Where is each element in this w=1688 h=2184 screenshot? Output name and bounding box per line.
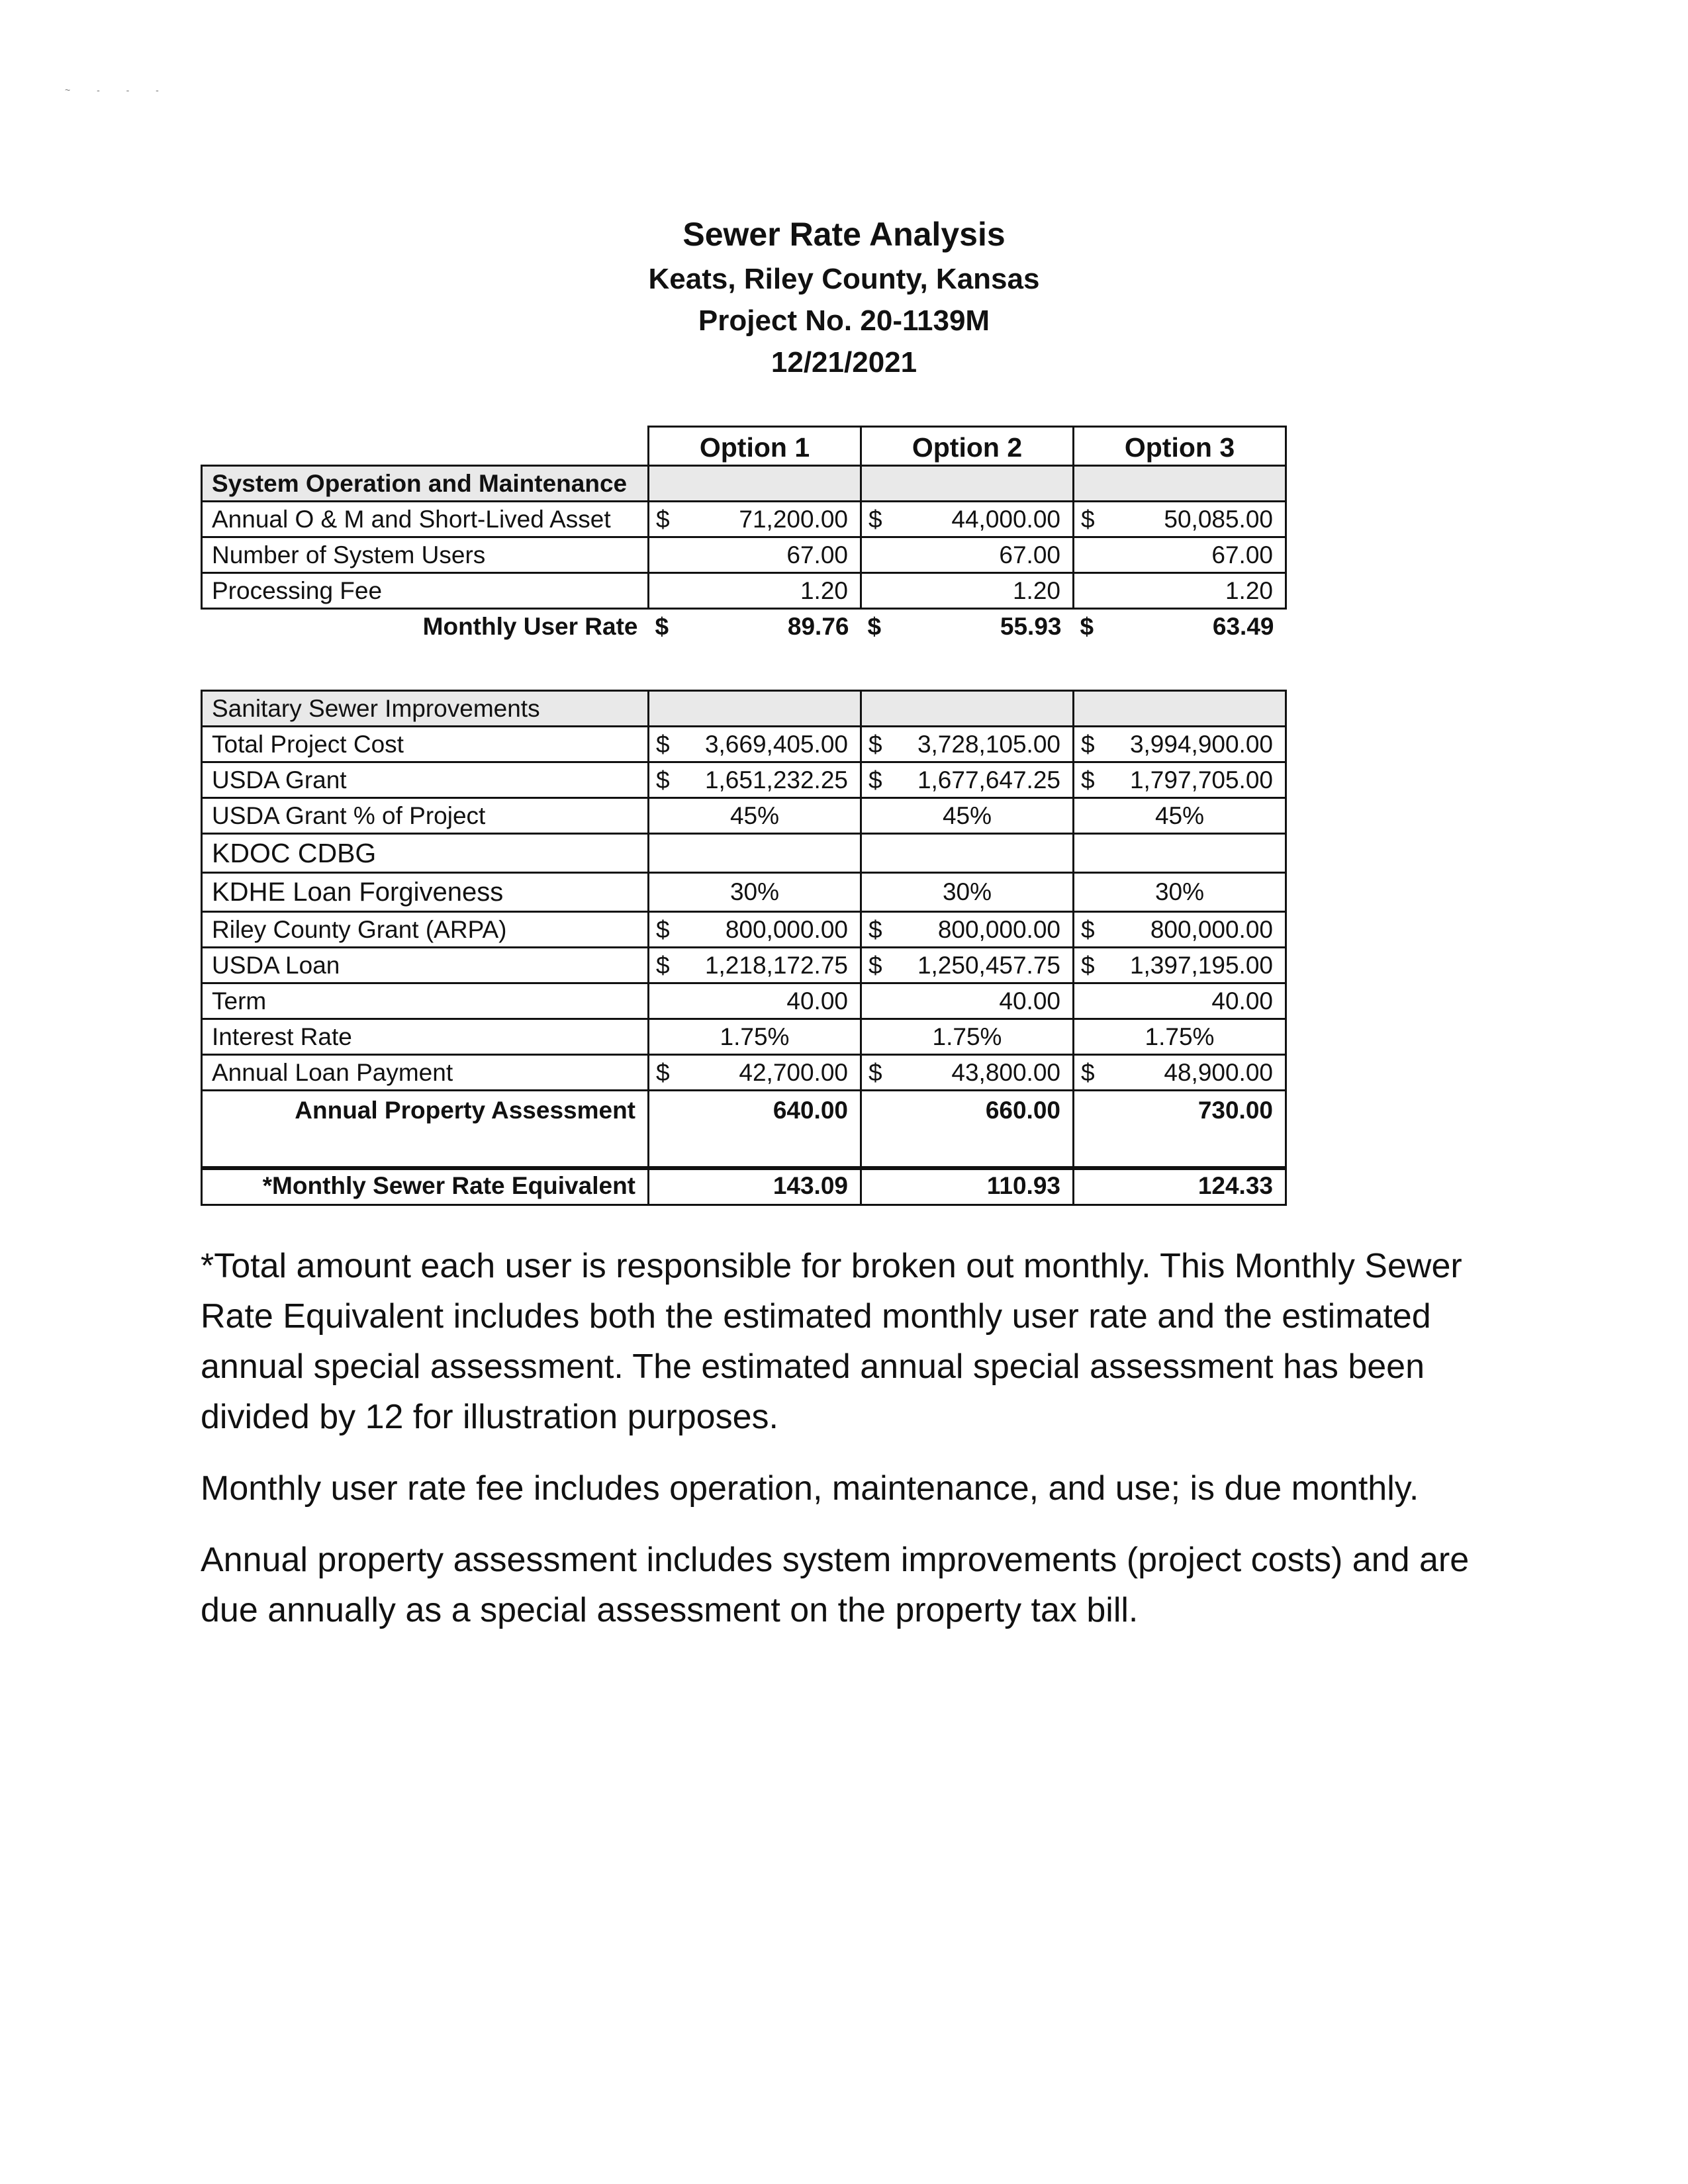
row-label: Processing Fee — [202, 573, 649, 609]
value-cell: 1.75% — [649, 1019, 861, 1055]
section-blank-cell — [1074, 466, 1286, 502]
annual-property-assessment-row — [202, 1091, 1286, 1169]
explanatory-notes — [201, 1241, 1498, 1657]
table-row — [202, 573, 1286, 609]
row-label: KDHE Loan Forgiveness — [202, 873, 649, 912]
monthly-user-rate-value — [649, 609, 861, 644]
value-cell — [649, 834, 861, 873]
currency-symbol: $ — [656, 951, 670, 979]
improvements-section-label: Sanitary Sewer Improvements — [202, 691, 649, 727]
value-cell — [1074, 727, 1286, 762]
value-amount: 55.93 — [1000, 612, 1062, 640]
value-cell — [649, 948, 861, 983]
option-2-header: Option 2 — [861, 427, 1074, 469]
section-blank-cell — [649, 691, 861, 727]
currency-symbol: $ — [868, 951, 882, 979]
operation-section-row — [202, 466, 1286, 502]
value-amount: 1,218,172.75 — [704, 951, 848, 979]
row-label: Total Project Cost — [202, 727, 649, 762]
value-amount: 800,000.00 — [1150, 915, 1273, 943]
value-amount: 800,000.00 — [725, 915, 848, 943]
section-blank-cell — [1074, 691, 1286, 727]
row-label: Riley County Grant (ARPA) — [202, 912, 649, 948]
table-row — [202, 912, 1286, 948]
value-amount: 3,728,105.00 — [917, 730, 1060, 758]
value-amount: 63.49 — [1212, 612, 1274, 640]
currency-symbol: $ — [868, 915, 882, 943]
currency-symbol: $ — [1081, 951, 1095, 979]
table-row — [202, 762, 1286, 798]
row-label: Annual O & M and Short-Lived Asset — [202, 502, 649, 537]
currency-symbol: $ — [1080, 612, 1094, 640]
value-amount: 1,651,232.25 — [704, 766, 848, 794]
value-cell — [861, 948, 1074, 983]
monthly-user-rate-row — [202, 609, 1286, 644]
table-row — [202, 537, 1286, 573]
value-cell: 30% — [861, 873, 1074, 912]
row-label: KDOC CDBG — [202, 834, 649, 873]
value-cell — [1074, 912, 1286, 948]
currency-symbol: $ — [1081, 766, 1095, 794]
row-label: USDA Grant — [202, 762, 649, 798]
currency-symbol: $ — [656, 766, 670, 794]
currency-symbol: $ — [868, 1058, 882, 1086]
value-cell — [861, 727, 1074, 762]
value-cell — [1074, 834, 1286, 873]
currency-symbol: $ — [656, 730, 670, 758]
value-cell — [861, 762, 1074, 798]
value-cell: 67.00 — [649, 537, 861, 573]
value-amount: 44,000.00 — [951, 505, 1060, 533]
currency-symbol: $ — [1081, 505, 1095, 533]
row-label: USDA Grant % of Project — [202, 798, 649, 834]
document-date: 12/21/2021 — [771, 346, 917, 379]
annual-property-assessment-value: 640.00 — [649, 1091, 861, 1169]
value-cell: 30% — [649, 873, 861, 912]
value-amount: 1,677,647.25 — [917, 766, 1060, 794]
note-paragraph: Annual property assessment includes system improvements (project costs) and are due annually as a special assessment on the property tax bill. — [201, 1541, 1470, 1629]
operation-section-label: System Operation and Maintenance — [202, 466, 649, 502]
value-cell — [649, 727, 861, 762]
currency-symbol: $ — [868, 766, 882, 794]
table-row — [202, 948, 1286, 983]
table-row — [202, 1055, 1286, 1091]
value-amount: 50,085.00 — [1164, 505, 1273, 533]
currency-symbol: $ — [656, 915, 670, 943]
value-cell — [861, 912, 1074, 948]
document-location: Keats, Riley County, Kansas — [648, 263, 1040, 295]
value-cell — [861, 502, 1074, 537]
row-label: Number of System Users — [202, 537, 649, 573]
currency-symbol: $ — [656, 1058, 670, 1086]
value-cell: 1.20 — [649, 573, 861, 609]
option-header-table — [647, 426, 1287, 469]
value-cell — [1074, 1055, 1286, 1091]
currency-symbol: $ — [867, 612, 882, 640]
section-blank-cell — [861, 466, 1074, 502]
sewer-improvements-table — [201, 690, 1287, 1170]
row-label: USDA Loan — [202, 948, 649, 983]
value-cell — [1074, 502, 1286, 537]
value-cell: 45% — [1074, 798, 1286, 834]
monthly-sewer-rate-equivalent-value: 143.09 — [649, 1167, 861, 1205]
option-1-header: Option 1 — [649, 427, 861, 469]
table-row — [202, 798, 1286, 834]
value-cell: 67.00 — [861, 537, 1074, 573]
monthly-user-rate-value — [1074, 609, 1286, 644]
monthly-user-rate-label: Monthly User Rate — [422, 612, 638, 640]
section-blank-cell — [861, 691, 1074, 727]
currency-symbol: $ — [1081, 1058, 1095, 1086]
value-cell: 67.00 — [1074, 537, 1286, 573]
document-title: Sewer Rate Analysis — [682, 216, 1006, 253]
value-cell: 40.00 — [861, 983, 1074, 1019]
row-label: Term — [202, 983, 649, 1019]
row-label: Annual Loan Payment — [202, 1055, 649, 1091]
value-amount: 48,900.00 — [1164, 1058, 1273, 1086]
table-row — [202, 873, 1286, 912]
value-amount: 800,000.00 — [937, 915, 1060, 943]
table-row — [202, 727, 1286, 762]
table-row — [202, 1019, 1286, 1055]
monthly-sewer-rate-equivalent-row — [202, 1167, 1286, 1205]
scan-stray-marks: ~ - - - — [65, 85, 171, 95]
table-row — [202, 983, 1286, 1019]
value-cell: 1.20 — [1074, 573, 1286, 609]
monthly-sewer-rate-equivalent-table — [201, 1166, 1287, 1206]
value-amount: 3,994,900.00 — [1129, 730, 1273, 758]
option-3-header: Option 3 — [1074, 427, 1286, 469]
value-amount: 71,200.00 — [739, 505, 848, 533]
option-header-row — [649, 427, 1286, 469]
value-cell: 45% — [649, 798, 861, 834]
value-cell — [1074, 948, 1286, 983]
currency-symbol: $ — [868, 730, 882, 758]
value-amount: 3,669,405.00 — [704, 730, 848, 758]
annual-property-assessment-value: 660.00 — [861, 1091, 1074, 1169]
value-amount: 1,797,705.00 — [1129, 766, 1273, 794]
value-amount: 1,397,195.00 — [1129, 951, 1273, 979]
currency-symbol: $ — [1081, 915, 1095, 943]
currency-symbol: $ — [656, 505, 670, 533]
value-cell — [649, 912, 861, 948]
monthly-sewer-rate-equivalent-value: 124.33 — [1074, 1167, 1286, 1205]
project-number: Project No. 20-1139M — [698, 304, 990, 337]
improvements-section-row — [202, 691, 1286, 727]
value-cell — [861, 834, 1074, 873]
value-cell — [649, 502, 861, 537]
table-row — [202, 834, 1286, 873]
value-amount: 89.76 — [787, 612, 849, 640]
document-header — [0, 210, 1688, 383]
value-cell — [649, 1055, 861, 1091]
value-amount: 1,250,457.75 — [917, 951, 1060, 979]
monthly-sewer-rate-equivalent-label: *Monthly Sewer Rate Equivalent — [202, 1167, 649, 1205]
value-amount: 42,700.00 — [739, 1058, 848, 1086]
value-cell: 30% — [1074, 873, 1286, 912]
annual-property-assessment-label: Annual Property Assessment — [202, 1091, 649, 1169]
value-cell: 1.75% — [861, 1019, 1074, 1055]
currency-symbol: $ — [655, 612, 669, 640]
value-cell: 1.75% — [1074, 1019, 1286, 1055]
note-paragraph: *Total amount each user is responsible for broken out monthly. This Monthly Sewer Rate Equivalent includes both the estimated monthly user rate and the estimated annual special assessment. The estimated annual special assessment has been divided by 12 for illustration purposes. — [201, 1247, 1462, 1436]
table-row — [202, 502, 1286, 537]
value-cell: 45% — [861, 798, 1074, 834]
value-cell: 40.00 — [649, 983, 861, 1019]
value-cell — [1074, 762, 1286, 798]
value-amount: 43,800.00 — [951, 1058, 1060, 1086]
row-label: Interest Rate — [202, 1019, 649, 1055]
currency-symbol: $ — [1081, 730, 1095, 758]
value-cell: 1.20 — [861, 573, 1074, 609]
currency-symbol: $ — [868, 505, 882, 533]
monthly-sewer-rate-equivalent-value: 110.93 — [861, 1167, 1074, 1205]
value-cell: 40.00 — [1074, 983, 1286, 1019]
monthly-user-rate-value — [861, 609, 1074, 644]
value-cell — [861, 1055, 1074, 1091]
section-blank-cell — [649, 466, 861, 502]
annual-property-assessment-value: 730.00 — [1074, 1091, 1286, 1169]
note-paragraph: Monthly user rate fee includes operation, maintenance, and use; is due monthly. — [201, 1469, 1419, 1508]
value-cell — [649, 762, 861, 798]
operation-maintenance-table — [201, 465, 1287, 643]
